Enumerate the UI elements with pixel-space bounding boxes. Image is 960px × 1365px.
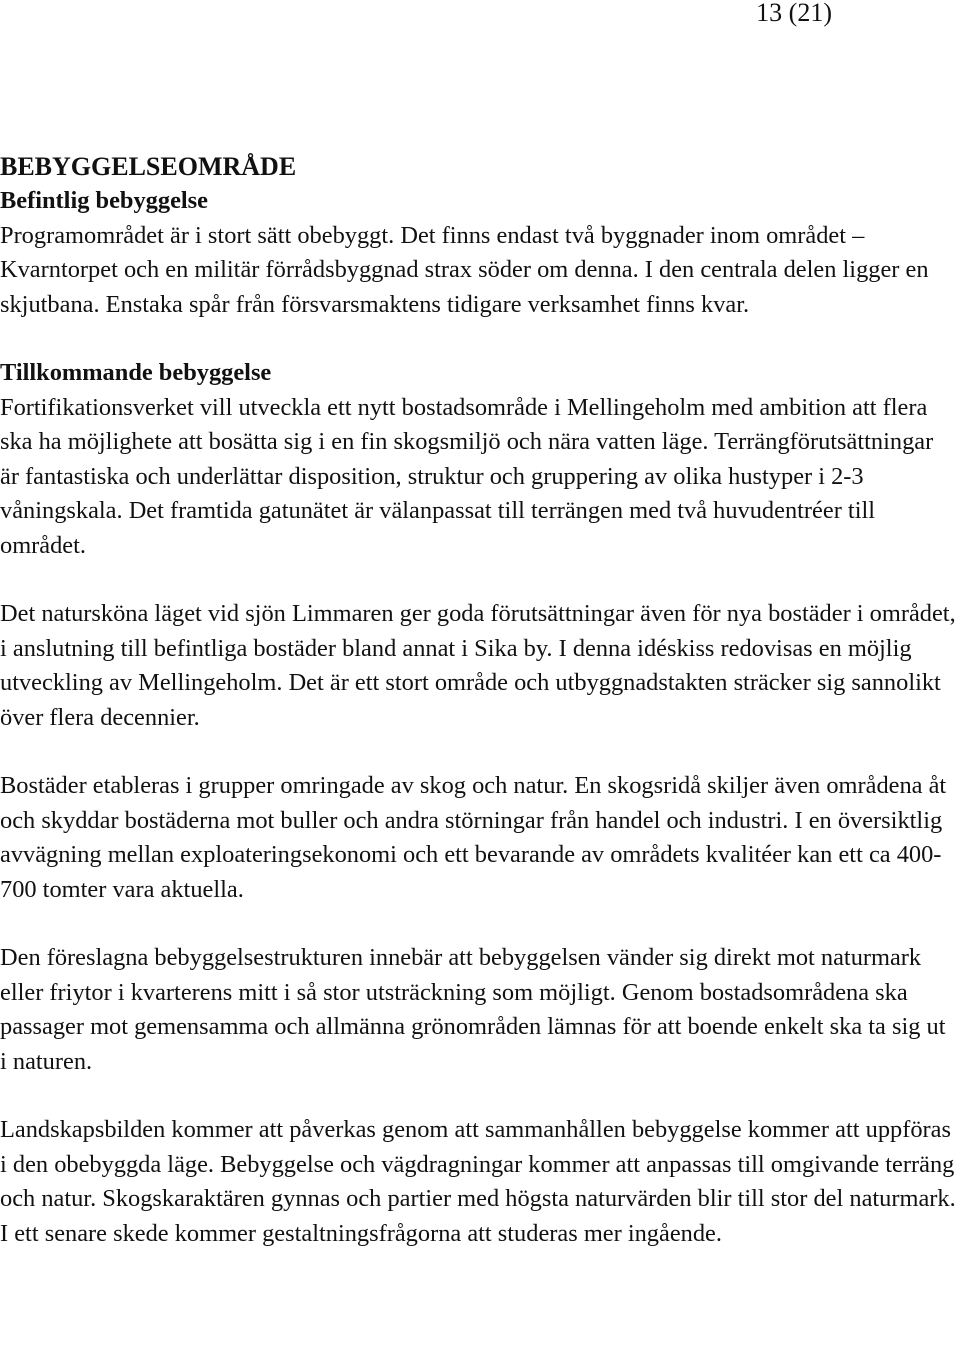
- section-title: BEBYGGELSEOMRÅDE: [0, 152, 297, 181]
- existing-paragraph: Programområdet är i stort sätt obebyggt. Det finns endast två byggnader inom området – Kvarntorpet och en militär förrådsbyggnad strax söder om denna. I den centrala delen ligger en skjutbana. Enstaka spår från försvarsmaktens tidigare verksamhet finns kvar.: [0, 221, 929, 318]
- future-paragraph-4: Den föreslagna bebyggelsestrukturen innebär att bebyggelsen vänder sig direkt mot naturmark eller friytor i kvarterens mitt i så stor utsträckning som möjligt. Genom bostadsområdena ska passager mot gemensamma och allmänna grönområden lämnas för att boende enkelt ska ta sig ut i naturen.: [0, 944, 946, 1075]
- future-paragraph-3: Bostäder etableras i grupper omringade av skog och natur. En skogsridå skiljer även områdena åt och skyddar bostäderna mot buller och andra störningar från handel och industri. I en översiktlig avvägning mellan exploateringsekonomi och ett bevarande av områdets kvalitéer kan ett ca 400-700 tomter vara aktuella.: [0, 772, 947, 903]
- future-paragraph-2: Det natursköna läget vid sjön Limmaren ger goda förutsättningar även för nya bostäder i området, i anslutning till befintliga bostäder bland annat i Sika by. I denna idéskiss redovisas en möjlig utveckling av Mellingeholm. Det är ett stort område och utbyggnadstakten sträcker sig sannolikt över flera decennier.: [0, 600, 956, 731]
- future-paragraph-5: Landskapsbilden kommer att påverkas genom att sammanhållen bebyggelse kommer att uppföras i den obebyggda läge. Bebyggelse och vägdragningar kommer att anpassas till omgivande terräng och natur. Skogskaraktären gynnas och partier med högsta naturvärden blir till stor del naturmark. I ett senare skede kommer gestaltningsfrågorna att studeras mer ingående.: [0, 1116, 956, 1247]
- existing-heading: Befintlig bebyggelse: [0, 187, 208, 214]
- document-body: [0, 150, 958, 1251]
- future-paragraph-1: Fortifikationsverket vill utveckla ett nytt bostadsområde i Mellingeholm med ambition att flera ska ha möjlighete att bosätta sig i en fin skogsmiljö och nära vatten läge. Terrängförutsättningar är fantastiska och underlättar disposition, struktur och gruppering av olika hustyper i 2-3 våningskala. Det framtida gatunätet är välanpassat till terrängen med två huvudentréer till området.: [0, 393, 934, 559]
- future-heading: Tillkommande bebyggelse: [0, 359, 272, 386]
- page-number: 13 (21): [756, 0, 832, 27]
